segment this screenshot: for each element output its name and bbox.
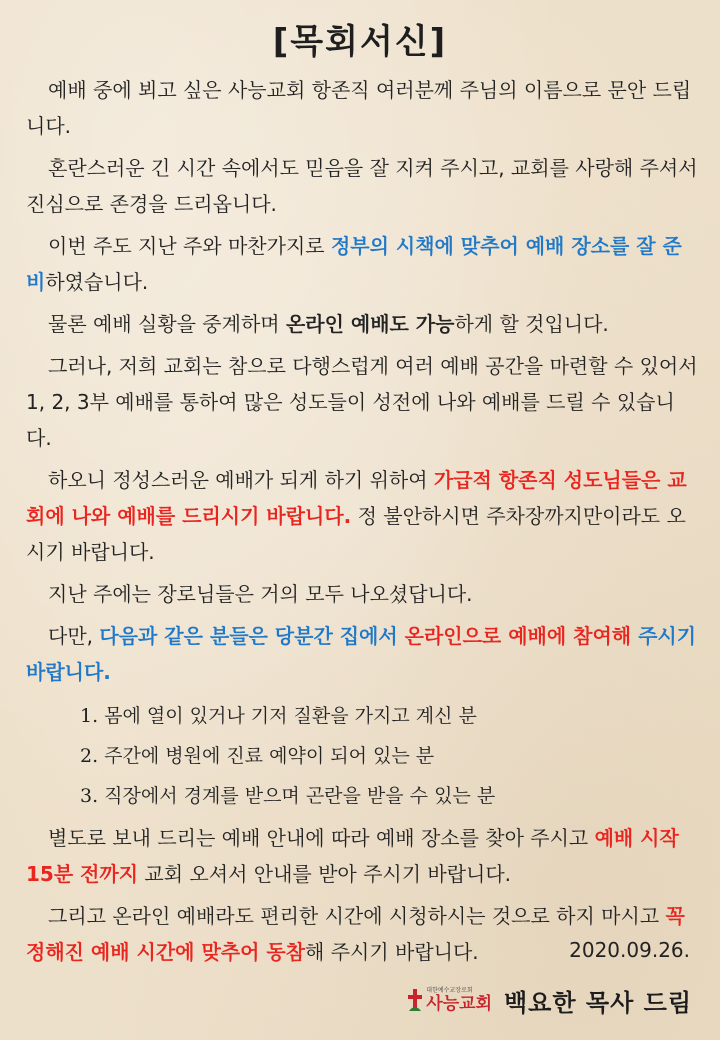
paragraph <box>26 820 698 892</box>
paragraph-text: 그러나, 저희 교회는 참으로 다행스럽게 여러 예배 공간을 마련할 수 있어서 1, 2, 3부 예배를 통하여 많은 성도들이 성전에 나와 예배를 드릴 수 있습니다. <box>26 354 698 450</box>
paragraph <box>26 72 698 144</box>
paragraph-text: 하였습니다. <box>45 270 149 294</box>
signature-block <box>406 978 692 1022</box>
highlighted-text: 주시기 바랍니다. <box>26 624 697 684</box>
highlighted-text: 온라인으로 예배에 참여해 <box>404 624 632 648</box>
logo-name: 사능교회 <box>426 994 492 1014</box>
paragraph-text: 지난 주에는 장로님들은 거의 모두 나오셨답니다. <box>48 582 473 606</box>
paragraph-text: 해 주시기 바랍니다. <box>305 940 479 964</box>
highlighted-text: 꼭 정해진 예배 시간에 맞추어 동참 <box>26 904 685 964</box>
paragraphs-before-list <box>26 72 698 690</box>
highlighted-text: 다음과 같은 분들은 당분간 집에서 <box>99 624 405 648</box>
church-logo <box>406 987 492 1013</box>
paragraph-text: 정 불안하시면 주차장까지만이라도 오시기 바랍니다. <box>26 504 686 564</box>
paragraph <box>26 618 698 690</box>
paragraph <box>26 576 698 612</box>
paragraph-text: 별도로 보내 드리는 예배 안내에 따라 예배 장소를 찾아 주시고 <box>48 826 595 850</box>
paragraph-text: 교회 오셔서 안내를 받아 주시기 바랍니다. <box>138 862 512 886</box>
highlighted-text: 정부의 시책에 맞추어 예배 장소를 잘 준비 <box>26 234 682 294</box>
logo-small-text: 대한예수교장로회 <box>426 987 473 994</box>
paragraph-text: 물론 예배 실황을 중계하며 <box>48 312 286 336</box>
paragraph <box>26 228 698 300</box>
paragraph-text: 예배 중에 뵈고 싶은 사능교회 항존직 여러분께 주님의 이름으로 문안 드립니다. <box>26 78 692 138</box>
condition-list <box>26 696 698 816</box>
paragraph <box>26 306 698 342</box>
paragraph-text: 혼란스러운 긴 시간 속에서도 믿음을 잘 지켜 주시고, 교회를 사랑해 주셔서 진심으로 존경을 드리옵니다. <box>26 156 698 216</box>
paragraph <box>26 150 698 222</box>
letter-body <box>26 72 698 976</box>
paragraph-text: 다만, <box>48 624 100 648</box>
paragraph <box>26 462 698 570</box>
paragraph <box>26 348 698 456</box>
signature-text: 백요한 목사 드림 <box>504 987 692 1017</box>
cross-icon <box>406 987 424 1013</box>
page-title: [목회서신] <box>272 22 448 62</box>
letter-date: 2020.09.26. <box>569 938 690 962</box>
highlighted-text: 예배 시작 15분 전까지 <box>26 826 679 886</box>
highlighted-text: 가급적 항존직 성도님들은 교회에 나와 예배를 드리시기 바랍니다. <box>26 468 687 528</box>
list-item: 1. 몸에 열이 있거나 기저 질환을 가지고 계신 분 <box>80 705 477 727</box>
paragraph-text: 하오니 정성스러운 예배가 되게 하기 위하여 <box>48 468 434 492</box>
list-item: 3. 직장에서 경계를 받으며 곤란을 받을 수 있는 분 <box>80 785 496 807</box>
paragraph-text: 이번 주도 지난 주와 마찬가지로 <box>48 234 331 258</box>
paragraph-text: 그리고 온라인 예배라도 편리한 시간에 시청하시는 것으로 하지 마시고 <box>48 904 666 928</box>
paragraph-text: 하게 할 것입니다. <box>454 312 609 336</box>
list-item: 2. 주간에 병원에 진료 예약이 되어 있는 분 <box>80 745 435 767</box>
highlighted-text: 온라인 예배도 가능 <box>285 312 455 336</box>
